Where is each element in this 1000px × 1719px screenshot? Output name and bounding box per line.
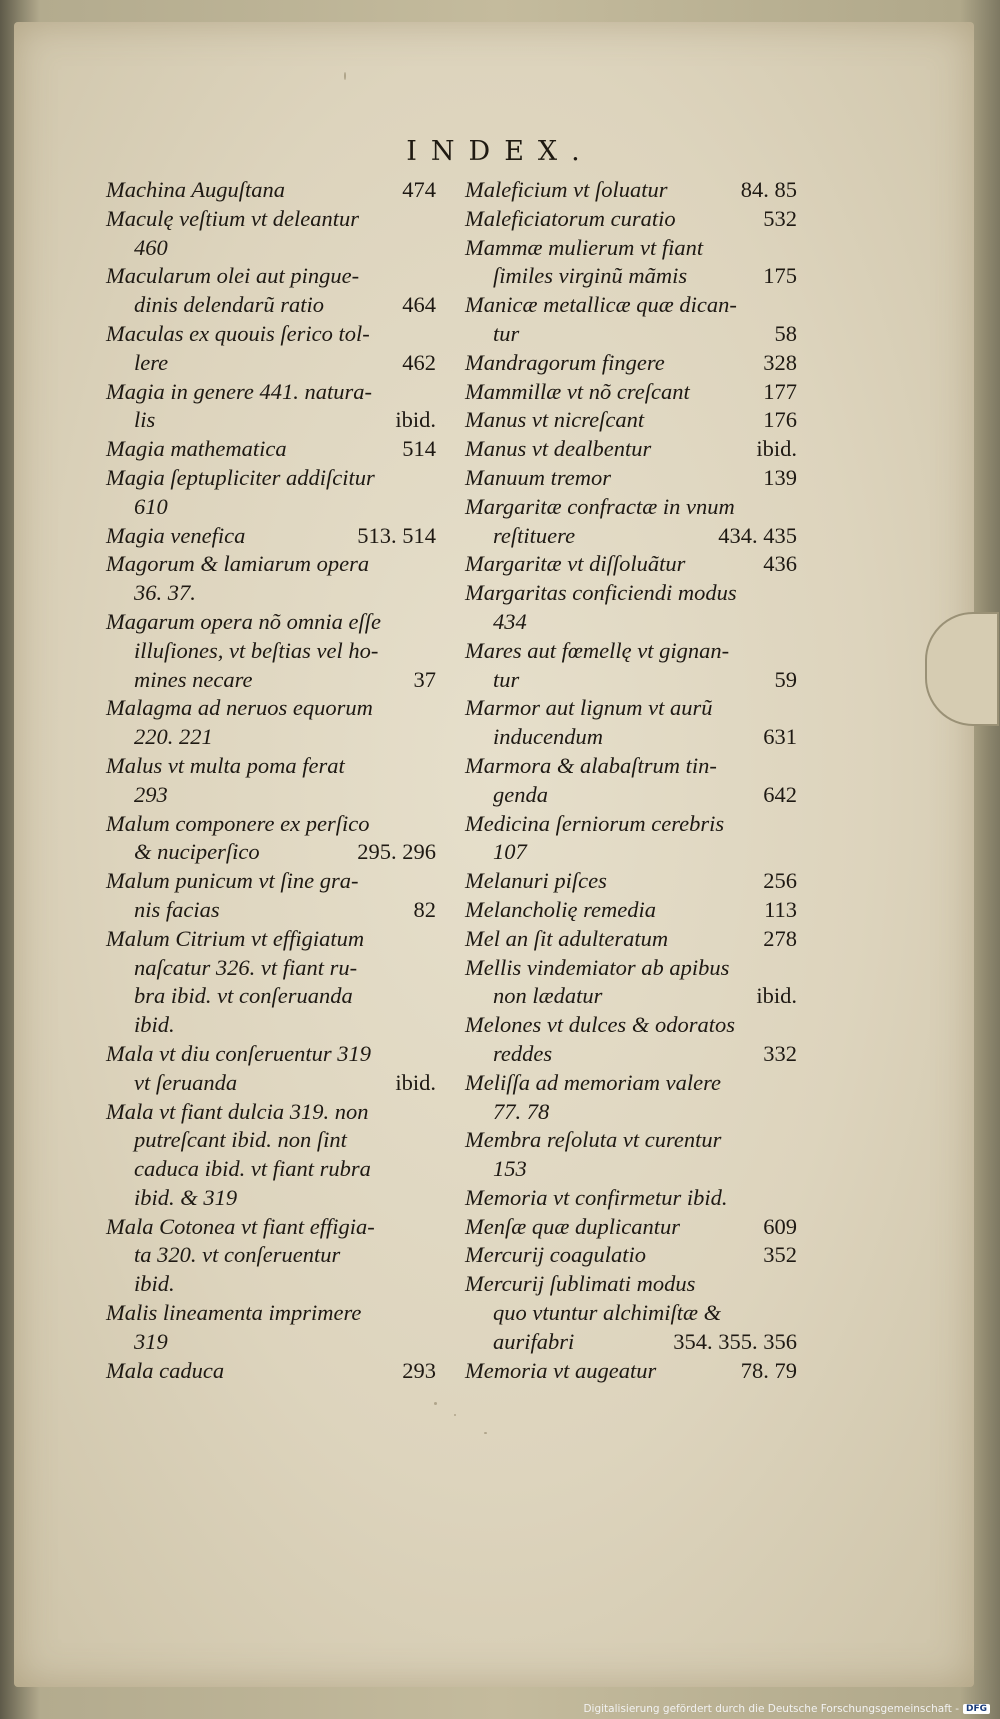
- index-page-ref: 609: [763, 1213, 797, 1239]
- index-page-ref: 328: [763, 349, 797, 375]
- index-entry-text: vt ſeruanda: [134, 1069, 238, 1095]
- index-page-ref: 631: [763, 724, 797, 750]
- index-entry-text: Marmora & alabaſtrum tin-: [465, 752, 717, 778]
- index-entry-line: [465, 723, 797, 752]
- index-page-ref: 175: [763, 263, 797, 289]
- index-entry-text: Malis lineamenta imprimere: [106, 1300, 362, 1326]
- index-entry-line: [106, 723, 436, 752]
- index-entry-line: [465, 320, 797, 349]
- index-entry-text: 77. 78: [493, 1098, 550, 1124]
- index-page-ref: 295. 296: [357, 839, 436, 865]
- index-entry-line: [106, 896, 436, 925]
- index-page-ref: 332: [763, 1040, 797, 1066]
- running-head: INDEX.: [406, 136, 594, 167]
- index-entry-text: ibid.: [134, 1012, 175, 1038]
- index-entry-line: [106, 666, 436, 695]
- index-entry-text: Manus vt nicreſcant: [465, 407, 645, 433]
- index-entry-text: 610: [134, 493, 168, 519]
- index-entry-text: aurifabri: [493, 1328, 575, 1354]
- index-entry-line: [465, 1155, 797, 1184]
- index-entry-text: Mercurij ſublimati modus: [465, 1271, 696, 1297]
- index-entry-text: Memoria vt augeatur: [465, 1357, 657, 1383]
- index-page-ref: 642: [763, 781, 797, 807]
- index-page-ref: 352: [763, 1242, 797, 1268]
- index-entry-text: Melancholię remedia: [465, 896, 656, 922]
- index-page-ref: 514: [402, 436, 436, 462]
- index-entry-line: [465, 867, 797, 896]
- index-entry-text: Magia ſeptupliciter addiſcitur: [106, 464, 375, 490]
- index-entry-line: [465, 550, 797, 579]
- credit-text: Digitalisierung gefördert durch die Deutsche Forschungsgemeinschaft -: [583, 1703, 959, 1715]
- index-entry-text: Machina Auguſtana: [106, 177, 285, 202]
- index-entry-line: [465, 1241, 797, 1270]
- index-entry-line: [465, 637, 797, 666]
- index-page-ref: 513. 514: [357, 522, 436, 548]
- index-entry-text: Manuum tremor: [465, 464, 612, 490]
- index-page-ref: 82: [413, 896, 436, 922]
- index-entry-line: [106, 378, 436, 407]
- index-entry-line: [106, 234, 436, 263]
- index-entry-text: Mel an ſit adulteratum: [465, 925, 669, 951]
- index-entry-line: [465, 1213, 797, 1242]
- index-entry-text: 460: [134, 234, 168, 260]
- index-page-ref: 177: [763, 378, 797, 404]
- index-entry-line: [106, 1213, 436, 1242]
- index-entry-text: Maleficium vt ſoluatur: [465, 177, 668, 202]
- index-entry-text: Mammillæ vt nõ creſcant: [465, 378, 690, 404]
- index-entry-text: Mala Cotonea vt fiant effigia-: [106, 1213, 375, 1239]
- index-page-ref: 462: [402, 349, 436, 375]
- index-entry-text: Macularum olei aut pingue-: [106, 263, 360, 289]
- index-entry-line: [465, 464, 797, 493]
- index-entry-text: & nuciperſico: [134, 839, 260, 865]
- index-entry-text: Mandragorum fingere: [465, 349, 665, 375]
- index-entry-text: Magarum opera nõ omnia eſſe: [106, 608, 381, 634]
- index-entry-text: bra ibid. vt conſeruanda: [134, 983, 353, 1009]
- index-entry-text: Membra reſoluta vt curentur: [465, 1127, 722, 1153]
- index-entry-text: Margaritas conficiendi modus: [465, 580, 737, 606]
- index-page-ref: 474: [402, 177, 436, 202]
- index-entry-text: caduca ibid. vt fiant rubra: [134, 1156, 371, 1182]
- index-entry-line: [106, 550, 436, 579]
- index-entry-text: 107: [493, 839, 527, 865]
- index-entry-line: [465, 1357, 797, 1386]
- index-entry-text: Mares aut fœmellę vt gignan-: [465, 637, 730, 663]
- index-page-ref: 436: [763, 551, 797, 577]
- paper-speck: [484, 1432, 487, 1434]
- index-entry-line: [106, 838, 436, 867]
- index-entry-line: [106, 435, 436, 464]
- index-entry-line: [465, 1040, 797, 1069]
- index-entry-line: [465, 1098, 797, 1127]
- index-tab: [925, 612, 999, 726]
- index-entry-text: illuſiones, vt beſtias vel ho-: [134, 637, 379, 663]
- index-entry-text: Melanuri piſces: [465, 868, 607, 894]
- index-entry-text: Malum componere ex perſico: [106, 810, 370, 836]
- index-entry-text: non lædatur: [493, 983, 603, 1009]
- index-entry-text: lis: [134, 407, 156, 433]
- index-entry-line: [465, 982, 797, 1011]
- index-entry-line: [106, 1328, 436, 1357]
- index-entry-line: [465, 406, 797, 435]
- index-entry-text: nis facias: [134, 896, 220, 922]
- index-entry-line: [465, 493, 797, 522]
- index-page-ref: 113: [764, 896, 797, 922]
- index-page-ref: ibid.: [395, 1069, 436, 1095]
- index-entry-text: Menſæ quæ duplicantur: [465, 1213, 680, 1239]
- index-entry-text: 36. 37.: [134, 580, 196, 606]
- index-entry-line: [106, 982, 436, 1011]
- index-entry-line: [465, 925, 797, 954]
- index-entry-text: Meliſſa ad memoriam valere: [465, 1069, 721, 1095]
- index-entry-text: Margaritæ confractæ in vnum: [465, 493, 735, 519]
- index-entry-text: Manicæ metallicæ quæ dican-: [465, 292, 737, 318]
- index-entry-text: Mammæ mulierum vt fiant: [465, 234, 704, 260]
- paper-speck: [454, 1414, 456, 1416]
- index-entry-text: Mercurij coagulatio: [465, 1242, 647, 1268]
- index-entry-line: [465, 810, 797, 839]
- index-entry-text: mines necare: [134, 666, 253, 692]
- index-page-ref: ibid.: [395, 407, 436, 433]
- index-entry-line: [465, 1184, 797, 1213]
- index-entry-line: [106, 205, 436, 234]
- index-entry-line: [106, 954, 436, 983]
- index-entry-line: [106, 320, 436, 349]
- index-entry-line: [106, 1184, 436, 1213]
- index-entry-text: Mellis vindemiator ab apibus: [465, 954, 730, 980]
- dfg-logo: DFG: [963, 1704, 990, 1714]
- index-entry-line: [465, 838, 797, 867]
- index-entry-line: [465, 435, 797, 464]
- index-entry-line: [106, 464, 436, 493]
- index-page-ref: 78. 79: [740, 1357, 797, 1383]
- index-entry-line: [465, 1069, 797, 1098]
- index-page-ref: 59: [774, 666, 797, 692]
- index-page-ref: 84. 85: [740, 177, 797, 202]
- index-column-left: [106, 176, 436, 1385]
- index-entry-line: [106, 493, 436, 522]
- index-entry-line: [106, 1357, 436, 1386]
- index-entry-text: Memoria vt confirmetur ibid.: [465, 1184, 728, 1210]
- index-entry-text: Melones vt dulces & odoratos: [465, 1012, 735, 1038]
- index-entry-line: [465, 234, 797, 263]
- index-entry-text: Medicina ſerniorum cerebris: [465, 810, 725, 836]
- index-entry-line: [106, 291, 436, 320]
- index-entry-line: [465, 954, 797, 983]
- index-entry-line: [106, 349, 436, 378]
- index-page-ref: 278: [763, 925, 797, 951]
- index-entry-line: [106, 406, 436, 435]
- index-page-ref: 354. 355. 356: [673, 1328, 797, 1354]
- index-entry-text: Malagma ad neruos equorum: [106, 695, 373, 721]
- index-entry-line: [465, 176, 797, 205]
- index-entry-text: tur: [493, 320, 520, 346]
- index-entry-line: [465, 1299, 797, 1328]
- index-entry-line: [465, 666, 797, 695]
- index-entry-text: Maculę veſtium vt deleantur: [106, 205, 360, 231]
- index-entry-text: 293: [134, 781, 168, 807]
- index-page-ref: 58: [774, 320, 797, 346]
- index-entry-text: 220. 221: [134, 724, 213, 750]
- index-entry-text: ibid. & 319: [134, 1184, 238, 1210]
- index-entry-line: [106, 1299, 436, 1328]
- index-entry-line: [465, 896, 797, 925]
- index-entry-text: Malum punicum vt ſine gra-: [106, 868, 359, 894]
- index-entry-line: [465, 1011, 797, 1040]
- index-entry-line: [106, 1069, 436, 1098]
- index-page-ref: 256: [763, 868, 797, 894]
- index-entry-text: lere: [134, 349, 169, 375]
- index-entry-text: 434: [493, 608, 527, 634]
- index-page-ref: 37: [413, 666, 436, 692]
- index-entry-text: naſcatur 326. vt fiant ru-: [134, 954, 358, 980]
- digitization-credit: [583, 1703, 990, 1715]
- index-entry-line: [106, 1011, 436, 1040]
- paper-speck: [344, 72, 346, 80]
- index-entry-text: Mala vt diu conſeruentur 319: [106, 1040, 371, 1066]
- index-entry-line: [465, 262, 797, 291]
- index-entry-line: [465, 1328, 797, 1357]
- index-entry-line: [106, 781, 436, 810]
- index-page-ref: 293: [402, 1357, 436, 1383]
- index-entry-line: [465, 291, 797, 320]
- index-entry-text: Maculas ex quouis ſerico tol-: [106, 320, 370, 346]
- index-page-ref: 139: [763, 464, 797, 490]
- index-entry-line: [106, 608, 436, 637]
- index-entry-text: Malum Citrium vt effigiatum: [106, 925, 365, 951]
- index-entry-line: [106, 1098, 436, 1127]
- index-entry-text: Magia mathematica: [106, 436, 287, 462]
- index-entry-text: Margaritæ vt diſſoluãtur: [465, 551, 686, 577]
- index-entry-text: putreſcant ibid. non ſint: [134, 1127, 347, 1153]
- index-entry-line: [106, 262, 436, 291]
- index-entry-line: [465, 781, 797, 810]
- index-entry-line: [106, 752, 436, 781]
- index-entry-text: Marmor aut lignum vt aurũ: [465, 695, 713, 721]
- index-entry-line: [106, 1241, 436, 1270]
- index-entry-line: [465, 1270, 797, 1299]
- index-entry-line: [106, 637, 436, 666]
- index-entry-text: Mala vt fiant dulcia 319. non: [106, 1098, 369, 1124]
- index-entry-text: Magorum & lamiarum opera: [106, 551, 370, 577]
- index-entry-text: tur: [493, 666, 520, 692]
- index-entry-text: inducendum: [493, 724, 603, 750]
- index-entry-line: [106, 522, 436, 551]
- index-entry-text: ſimiles virginũ mãmis: [493, 263, 688, 289]
- index-entry-line: [106, 925, 436, 954]
- index-entry-line: [106, 579, 436, 608]
- index-page-ref: 464: [402, 292, 436, 318]
- index-entry-text: Manus vt dealbentur: [465, 436, 652, 462]
- index-entry-text: ibid.: [134, 1271, 175, 1297]
- index-entry-line: [106, 867, 436, 896]
- index-entry-text: Magia venefica: [106, 522, 246, 548]
- index-page-ref: ibid.: [756, 983, 797, 1009]
- index-entry-line: [465, 522, 797, 551]
- paper-speck: [434, 1402, 437, 1405]
- index-column-right: [465, 176, 797, 1385]
- index-entry-text: Maleficiatorum curatio: [465, 205, 676, 231]
- index-entry-text: Magia in genere 441. natura-: [106, 378, 373, 404]
- index-page-ref: ibid.: [756, 436, 797, 462]
- index-entry-text: reddes: [493, 1040, 553, 1066]
- index-entry-text: 153: [493, 1156, 527, 1182]
- index-entry-line: [465, 205, 797, 234]
- index-entry-line: [465, 752, 797, 781]
- index-entry-line: [465, 694, 797, 723]
- index-entry-text: genda: [493, 781, 548, 807]
- index-entry-line: [106, 1270, 436, 1299]
- index-entry-text: ta 320. vt conſeruentur: [134, 1242, 341, 1268]
- index-entry-line: [465, 1126, 797, 1155]
- index-page-ref: 434. 435: [718, 522, 797, 548]
- page-stack-edge: [972, 40, 990, 1670]
- index-entry-text: dinis delendarũ ratio: [134, 292, 324, 318]
- index-entry-line: [465, 378, 797, 407]
- index-entry-line: [106, 1155, 436, 1184]
- index-entry-text: quo vtuntur alchimiſtæ &: [493, 1300, 722, 1326]
- index-page-ref: 532: [763, 205, 797, 231]
- index-entry-line: [106, 1040, 436, 1069]
- index-entry-line: [106, 694, 436, 723]
- index-entry-line: [465, 608, 797, 637]
- index-page-ref: 176: [763, 407, 797, 433]
- index-entry-line: [106, 176, 436, 205]
- index-entry-line: [106, 810, 436, 839]
- index-entry-text: Malus vt multa poma ferat: [106, 752, 345, 778]
- index-entry-text: 319: [134, 1328, 168, 1354]
- index-entry-text: reſtituere: [493, 522, 576, 548]
- index-entry-line: [465, 579, 797, 608]
- index-entry-line: [106, 1126, 436, 1155]
- index-entry-text: Mala caduca: [106, 1357, 225, 1383]
- index-entry-line: [465, 349, 797, 378]
